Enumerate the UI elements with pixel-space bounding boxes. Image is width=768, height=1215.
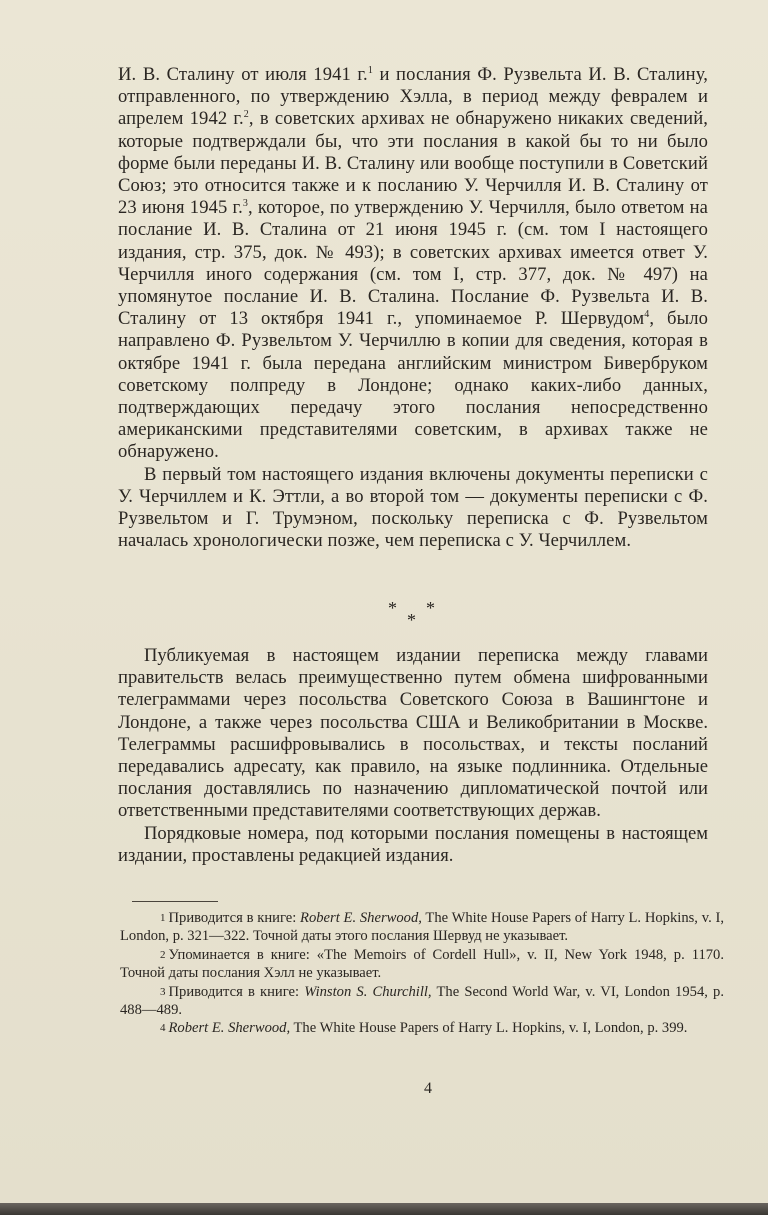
page-bottom-edge — [0, 1203, 768, 1215]
footnote-ref: 4 — [644, 309, 650, 321]
footnote-number: 4 — [160, 1022, 166, 1035]
footnote-number: 3 — [160, 985, 166, 998]
footnote-author: Robert E. Sherwood, — [300, 910, 422, 926]
footnote-3 — [120, 983, 724, 1020]
section-2 — [118, 645, 708, 867]
text-segment: И. В. Сталину от июля 1941 г. — [118, 64, 368, 85]
footnote-ref: 2 — [243, 109, 249, 121]
text-segment: , которое, по утверждению У. Черчилля, было ответом на послание И. В. Сталина от 21 июня 1945 г. (см. том I настоящего издания, стр. 375, док. № 493); в советских архивах имеется ответ У. Черчилля иного содержания (см. том I, стр. 377, док. № 497) на упомянутое послание И. В. Сталина. Послание Ф. Рузвельта И. В. Сталину от 13 октября 1941 г., упоминаемое Р. Шервудом — [118, 197, 708, 330]
star: * — [407, 610, 416, 630]
text-segment: , в советских архивах не обнаружено никаких сведений, которые подтверждали бы, что эти послания в какой бы то ни было форме были переданы И. В. Сталину или вообще поступили в Советский Союз; это относится также и к посланию У. Черчилля И. В. Сталину от 23 июня 1945 г. — [118, 108, 708, 219]
footnote-ref: 1 — [367, 65, 373, 76]
footnote-lead: Приводится в книге: — [168, 910, 301, 926]
footnote-text: The White House Papers of Harry L. Hopkins, v. I, London, p. 321—322. Точной даты этого послания Шервуд не указывает. — [120, 910, 725, 945]
main-text — [118, 64, 708, 552]
footnote-ref: 3 — [242, 198, 248, 210]
footnote-lead: Приводится в книге: — [168, 983, 305, 1000]
footnote-text: The Second World War, v. VI, London 1954, p. 488—489. — [120, 983, 724, 1019]
footnote-1 — [120, 909, 724, 946]
footnote-text: The White House Papers of Harry L. Hopkins, v. I, London, p. 399. — [290, 1020, 688, 1037]
footnote-number: 1 — [160, 912, 166, 924]
footnote-rule — [132, 901, 218, 902]
paragraph-4: Порядковые номера, под которыми послания помещены в настоящем издании, проставлены редакцией издания. — [118, 822, 708, 866]
section-separator — [388, 598, 448, 630]
footnotes — [120, 909, 724, 1038]
star: * — [426, 598, 435, 618]
footnote-author: Winston S. Churchill, — [304, 983, 432, 1000]
paragraph-3: Публикуемая в настоящем издании переписка между главами правительств велась преимущественно путем обмена шифрованными телеграммами через посольства Советского Союза в Вашингтоне и Лондоне, а также через посольства США и Великобритании в Москве. Телеграммы расшифровывались в посольствах, и тексты посланий передавались адресату, как правило, на языке подлинника. Отдельные послания доставлялись по назначению дипломатической почтой или ответственными представителями соответствующих держав. — [118, 645, 708, 822]
footnote-4 — [120, 1019, 724, 1037]
footnote-number: 2 — [160, 948, 166, 961]
text-segment: и послания Ф. Рузвельта И. В. Сталину, отправленного, по утверждению Хэлла, в период между февралем и апрелем 1942 г. — [118, 64, 708, 130]
star: * — [388, 598, 397, 618]
footnote-author: Robert E. Sherwood, — [168, 1020, 291, 1037]
page-number: 4 — [424, 1080, 432, 1097]
text-segment: , было направлено Ф. Рузвельтом У. Черчиллю в копии для сведения, которая в октябре 1941 г. была передана английским министром Бивербруком советскому полпреду в Лондоне; однако каких-либо данных, подтверждающих передачу этого послания непосредственно американскими представителями советским, в архивах также не обнаружено. — [118, 308, 708, 463]
footnote-text: «The Memoirs of Cordell Hull», v. II, New York 1948, p. 1170. Точной даты послания Хэлл не указывает. — [120, 946, 725, 982]
paragraph-2: В первый том настоящего издания включены документы переписки с У. Черчиллем и К. Эттли, а во второй том — документы переписки с Ф. Рузвельтом и Г. Трумэном, поскольку переписка с Ф. Рузвельтом началась хронологически позже, чем переписка с У. Черчиллем. — [118, 463, 708, 552]
footnote-2 — [120, 946, 724, 983]
footnote-lead: Упоминается в книге: — [168, 946, 317, 963]
paragraph-1 — [118, 64, 708, 464]
